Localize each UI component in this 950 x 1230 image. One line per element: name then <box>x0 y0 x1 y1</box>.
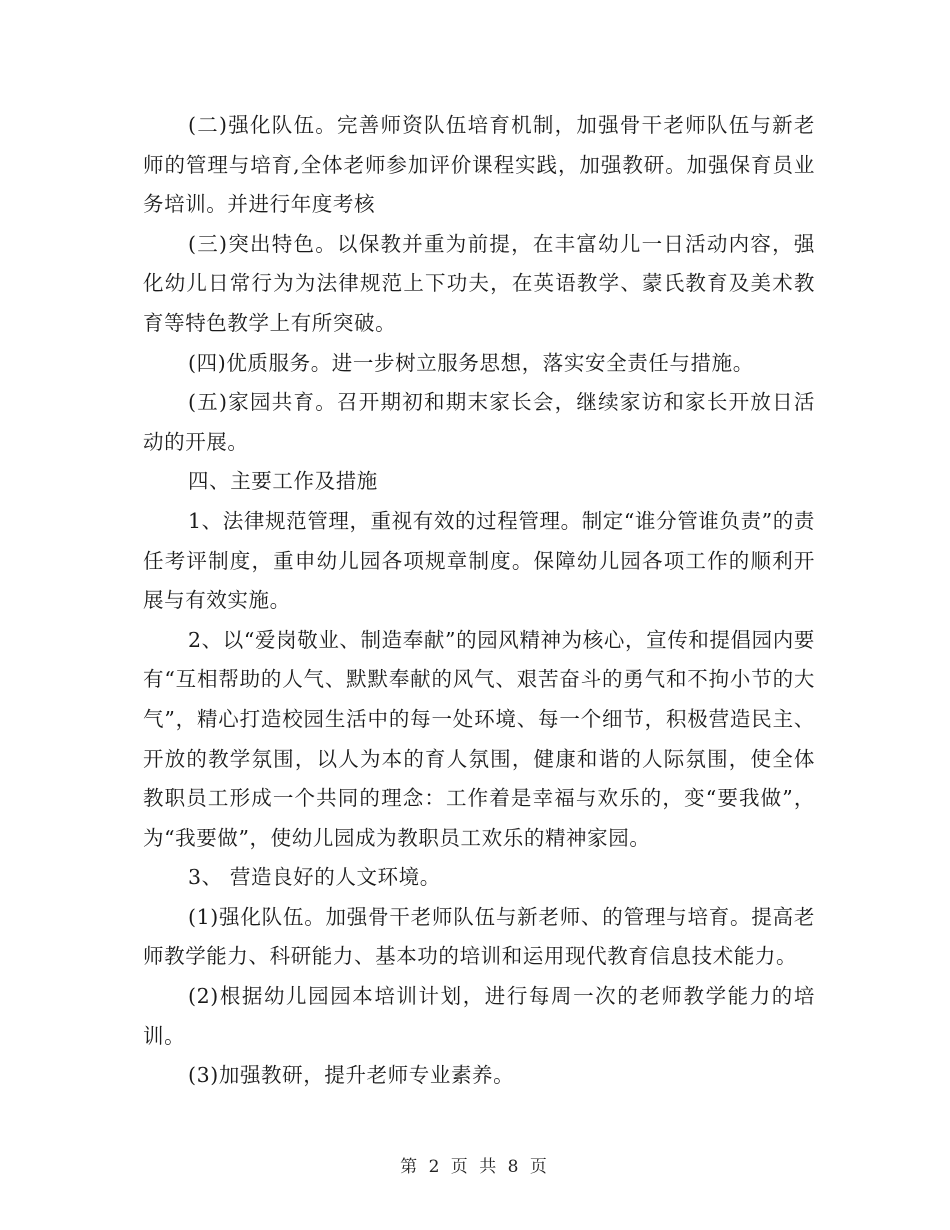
paragraph: (2)根据幼儿园园本培训计划，进行每周一次的老师教学能力的培训。 <box>143 984 815 1048</box>
paragraph: 2、以“爱岗敬业、制造奉献”的园风精神为核心，宣传和提倡园内要有“互相帮助的人气、默默奉献的风气、艰苦奋斗的勇气和不拘小节的大气”，精心打造校园生活中的每一处环境、每一个细节，积极营造民主、开放的教学氛围，以人为本的育人氛围，健康和谐的人际氛围，使全体教职员工形成一个共同的理念：工作着是幸福与欢乐的，变“要我做”，为“我要做”，使幼儿园成为教职员工欢乐的精神家园。 <box>143 627 815 850</box>
section-heading: 四、主要工作及措施 <box>188 469 378 494</box>
subsection-heading: 3、 营造良好的人文环境。 <box>188 865 441 890</box>
paragraph: (五)家园共育。召开期初和期末家长会，继续家访和家长开放日活动的开展。 <box>143 390 815 454</box>
page-number-footer: 第 2 页 共 8 页 <box>400 1157 550 1177</box>
paragraph: (三)突出特色。以保教并重为前提，在丰富幼儿一日活动内容，强化幼儿日常行为为法律规范上下功夫，在英语教学、蒙氏教育及美术教育等特色教学上有所突破。 <box>143 231 815 335</box>
paragraph: (1)强化队伍。加强骨干老师队伍与新老师、的管理与培育。提高老师教学能力、科研能力、基本功的培训和运用现代教育信息技术能力。 <box>143 904 815 969</box>
paragraph: (二)强化队伍。完善师资队伍培育机制，加强骨干老师队伍与新老师的管理与培育,全体老师参加评价课程实践，加强教研。加强保育员业务培训。并进行年度考核 <box>143 113 815 217</box>
document-body <box>143 106 815 1096</box>
paragraph: (3)加强教研，提升老师专业素养。 <box>188 1063 515 1088</box>
paragraph: (四)优质服务。进一步树立服务思想，落实安全责任与措施。 <box>188 350 754 375</box>
paragraph: 1、法律规范管理，重视有效的过程管理。制定“谁分管谁负责”的责任考评制度，重申幼儿园各项规章制度。保障幼儿园各项工作的顺利开展与有效实施。 <box>143 508 815 613</box>
